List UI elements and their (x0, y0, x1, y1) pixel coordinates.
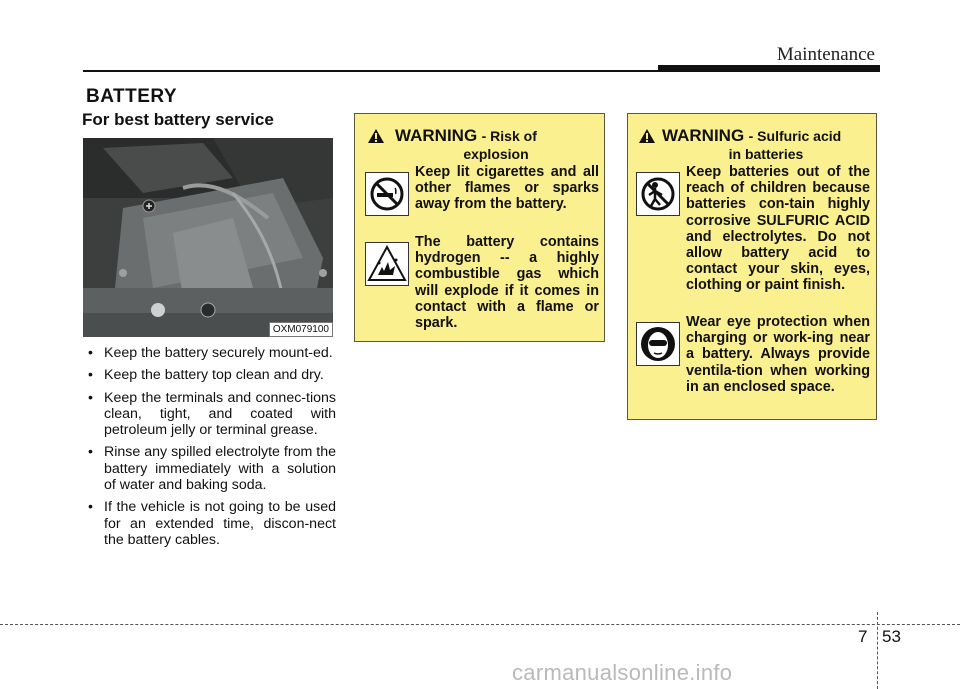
list-item: • Keep the battery top clean and dry. (88, 367, 324, 384)
explosion-icon (365, 242, 409, 286)
list-item: • Rinse any spilled electrolyte from the battery immediately with a solution of water and baking soda. (88, 444, 336, 494)
warning-text-1: Keep lit cigarettes and all other flames or sparks away from the battery. (415, 164, 599, 213)
warning-text-1: Keep batteries out of the reach of children because batteries con-tain highly corrosive SULFURIC ACID and electrolytes. Do not allow battery acid to contact your skin, eyes, clothing or paint finish. (686, 164, 870, 294)
watermark: carmanualsonline.info (512, 660, 733, 685)
warning-text-2: The battery contains hydrogen -- a highly combustible gas which will explode if it comes in contact with a flame or spark. (415, 234, 599, 332)
warning-box-explosion (354, 113, 605, 342)
warning-heading (638, 126, 870, 162)
page-chapter: 7 (858, 627, 868, 646)
warning-subtitle: - Sulfuric acid (748, 128, 842, 144)
footer-divider (877, 612, 878, 689)
warning-box-sulfuric-acid (627, 113, 877, 420)
header-title: Maintenance (776, 44, 875, 65)
photo-code: OXM079100 (269, 322, 333, 337)
section-title: BATTERY (86, 86, 178, 107)
footer-rule (0, 624, 960, 625)
warning-heading (367, 126, 597, 162)
bullet-list (84, 345, 336, 554)
page-number: 53 (882, 627, 901, 646)
warning-word: WARNING (395, 126, 478, 145)
warning-text-2: Wear eye protection when charging or work-ing near a battery. Always provide ventila-tion when working in an enclosed space. (686, 314, 870, 395)
warning-subtitle-2: in batteries (728, 146, 804, 162)
list-item: • If the vehicle is not going to be used for an extended time, discon-nect the battery cables. (88, 499, 336, 548)
warning-subtitle-2: explosion (463, 146, 529, 162)
battery-photo (83, 138, 333, 337)
list-item: • Keep the terminals and connec-tions clean, tight, and coated with petroleum jelly or terminal grease. (88, 389, 336, 439)
warning-triangle-icon (367, 128, 385, 144)
list-item: • Keep the battery securely mount-ed. (88, 345, 333, 361)
keep-away-from-children-icon (636, 172, 680, 216)
warning-triangle-icon (638, 128, 656, 144)
warning-subtitle: - Risk of (481, 128, 537, 144)
subsection-title: For best battery service (82, 110, 274, 129)
header-rule-accent (658, 65, 880, 71)
eye-protection-icon (636, 322, 680, 366)
no-smoking-icon (365, 172, 409, 216)
warning-word: WARNING (662, 126, 745, 145)
